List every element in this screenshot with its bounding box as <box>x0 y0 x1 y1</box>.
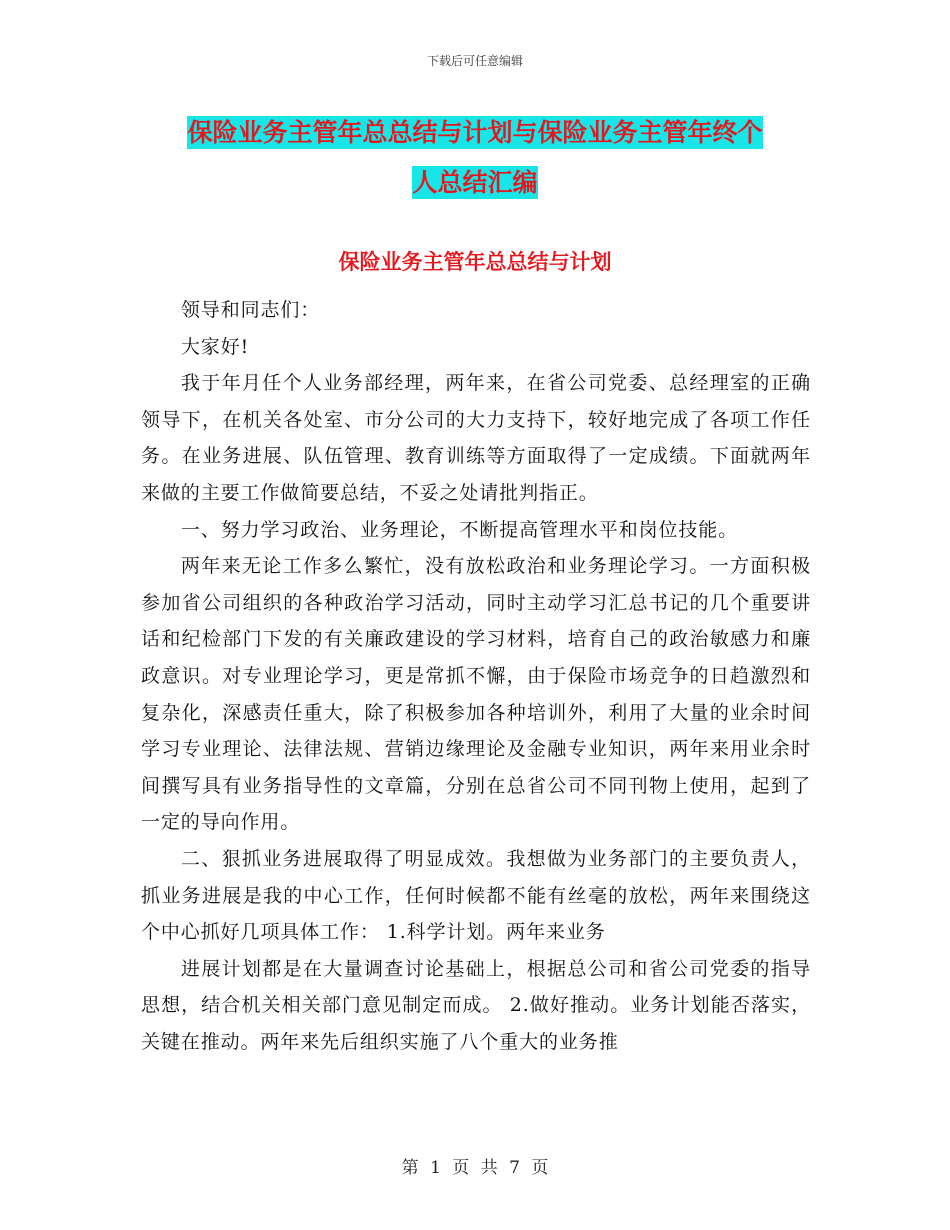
document-title-line-1: 保险业务主管年总总结与计划与保险业务主管年终个 <box>187 118 763 147</box>
paragraph-heading-1: 一、努力学习政治、业务理论，不断提高管理水平和岗位技能。 <box>180 518 739 541</box>
document-title <box>150 108 800 208</box>
paragraph-intro: 我于年月任个人业务部经理，两年来，在省公司党委、总经理室的正确领导下，在机关各处室、市分公司的大力支持下，较好地完成了各项工作任务。在业务进展、队伍管理、教育训练等方面取得了一定成绩。下面就两年来做的主要工作做简要总结，不妥之处请批判指正。 <box>141 372 811 504</box>
paragraph-heading-2: 二、狠抓业务进展取得了明显成效。我想做为业务部门的主要负责人，抓业务进展是我的中心工作，任何时候都不能有丝毫的放松，两年来围绕这个中心抓好几项具体工作： 1.科学计划。两年来业务 <box>141 847 811 944</box>
page-footer: 第 1 页 共 7 页 <box>401 1158 549 1178</box>
paragraph-planning: 进展计划都是在大量调查讨论基础上，根据总公司和省公司党委的指导思想，结合机关相关部门意见制定而成。 2.做好推动。业务计划能否落实，关键在推动。两年来先后组织实施了八个重大的业务推 <box>141 957 811 1053</box>
header-note: 下载后可任意编辑 <box>426 54 523 68</box>
body-text <box>141 292 811 1060</box>
paragraph-study: 两年来无论工作多么繁忙，没有放松政治和业务理论学习。一方面积极参加省公司组织的各种政治学习活动，同时主动学习汇总书记的几个重要讲话和纪检部门下发的有关廉政建设的学习材料，培育自己的政治敏感力和廉政意识。对专业理论学习，更是常抓不懈，由于保险市场竞争的日趋激烈和复杂化，深感责任重大，除了积极参加各种培训外，利用了大量的业余时间学习专业理论、法律法规、营销边缘理论及金融专业知识，两年来用业余时间撰写具有业务指导性的文章篇，分别在总省公司不同刊物上使用，起到了一定的导向作用。 <box>141 555 811 834</box>
paragraph-greeting: 大家好! <box>180 335 250 358</box>
section-title: 保险业务主管年总总结与计划 <box>338 249 612 274</box>
document-title-line-2: 人总结汇编 <box>412 168 538 197</box>
paragraph-salutation: 领导和同志们： <box>180 299 321 321</box>
